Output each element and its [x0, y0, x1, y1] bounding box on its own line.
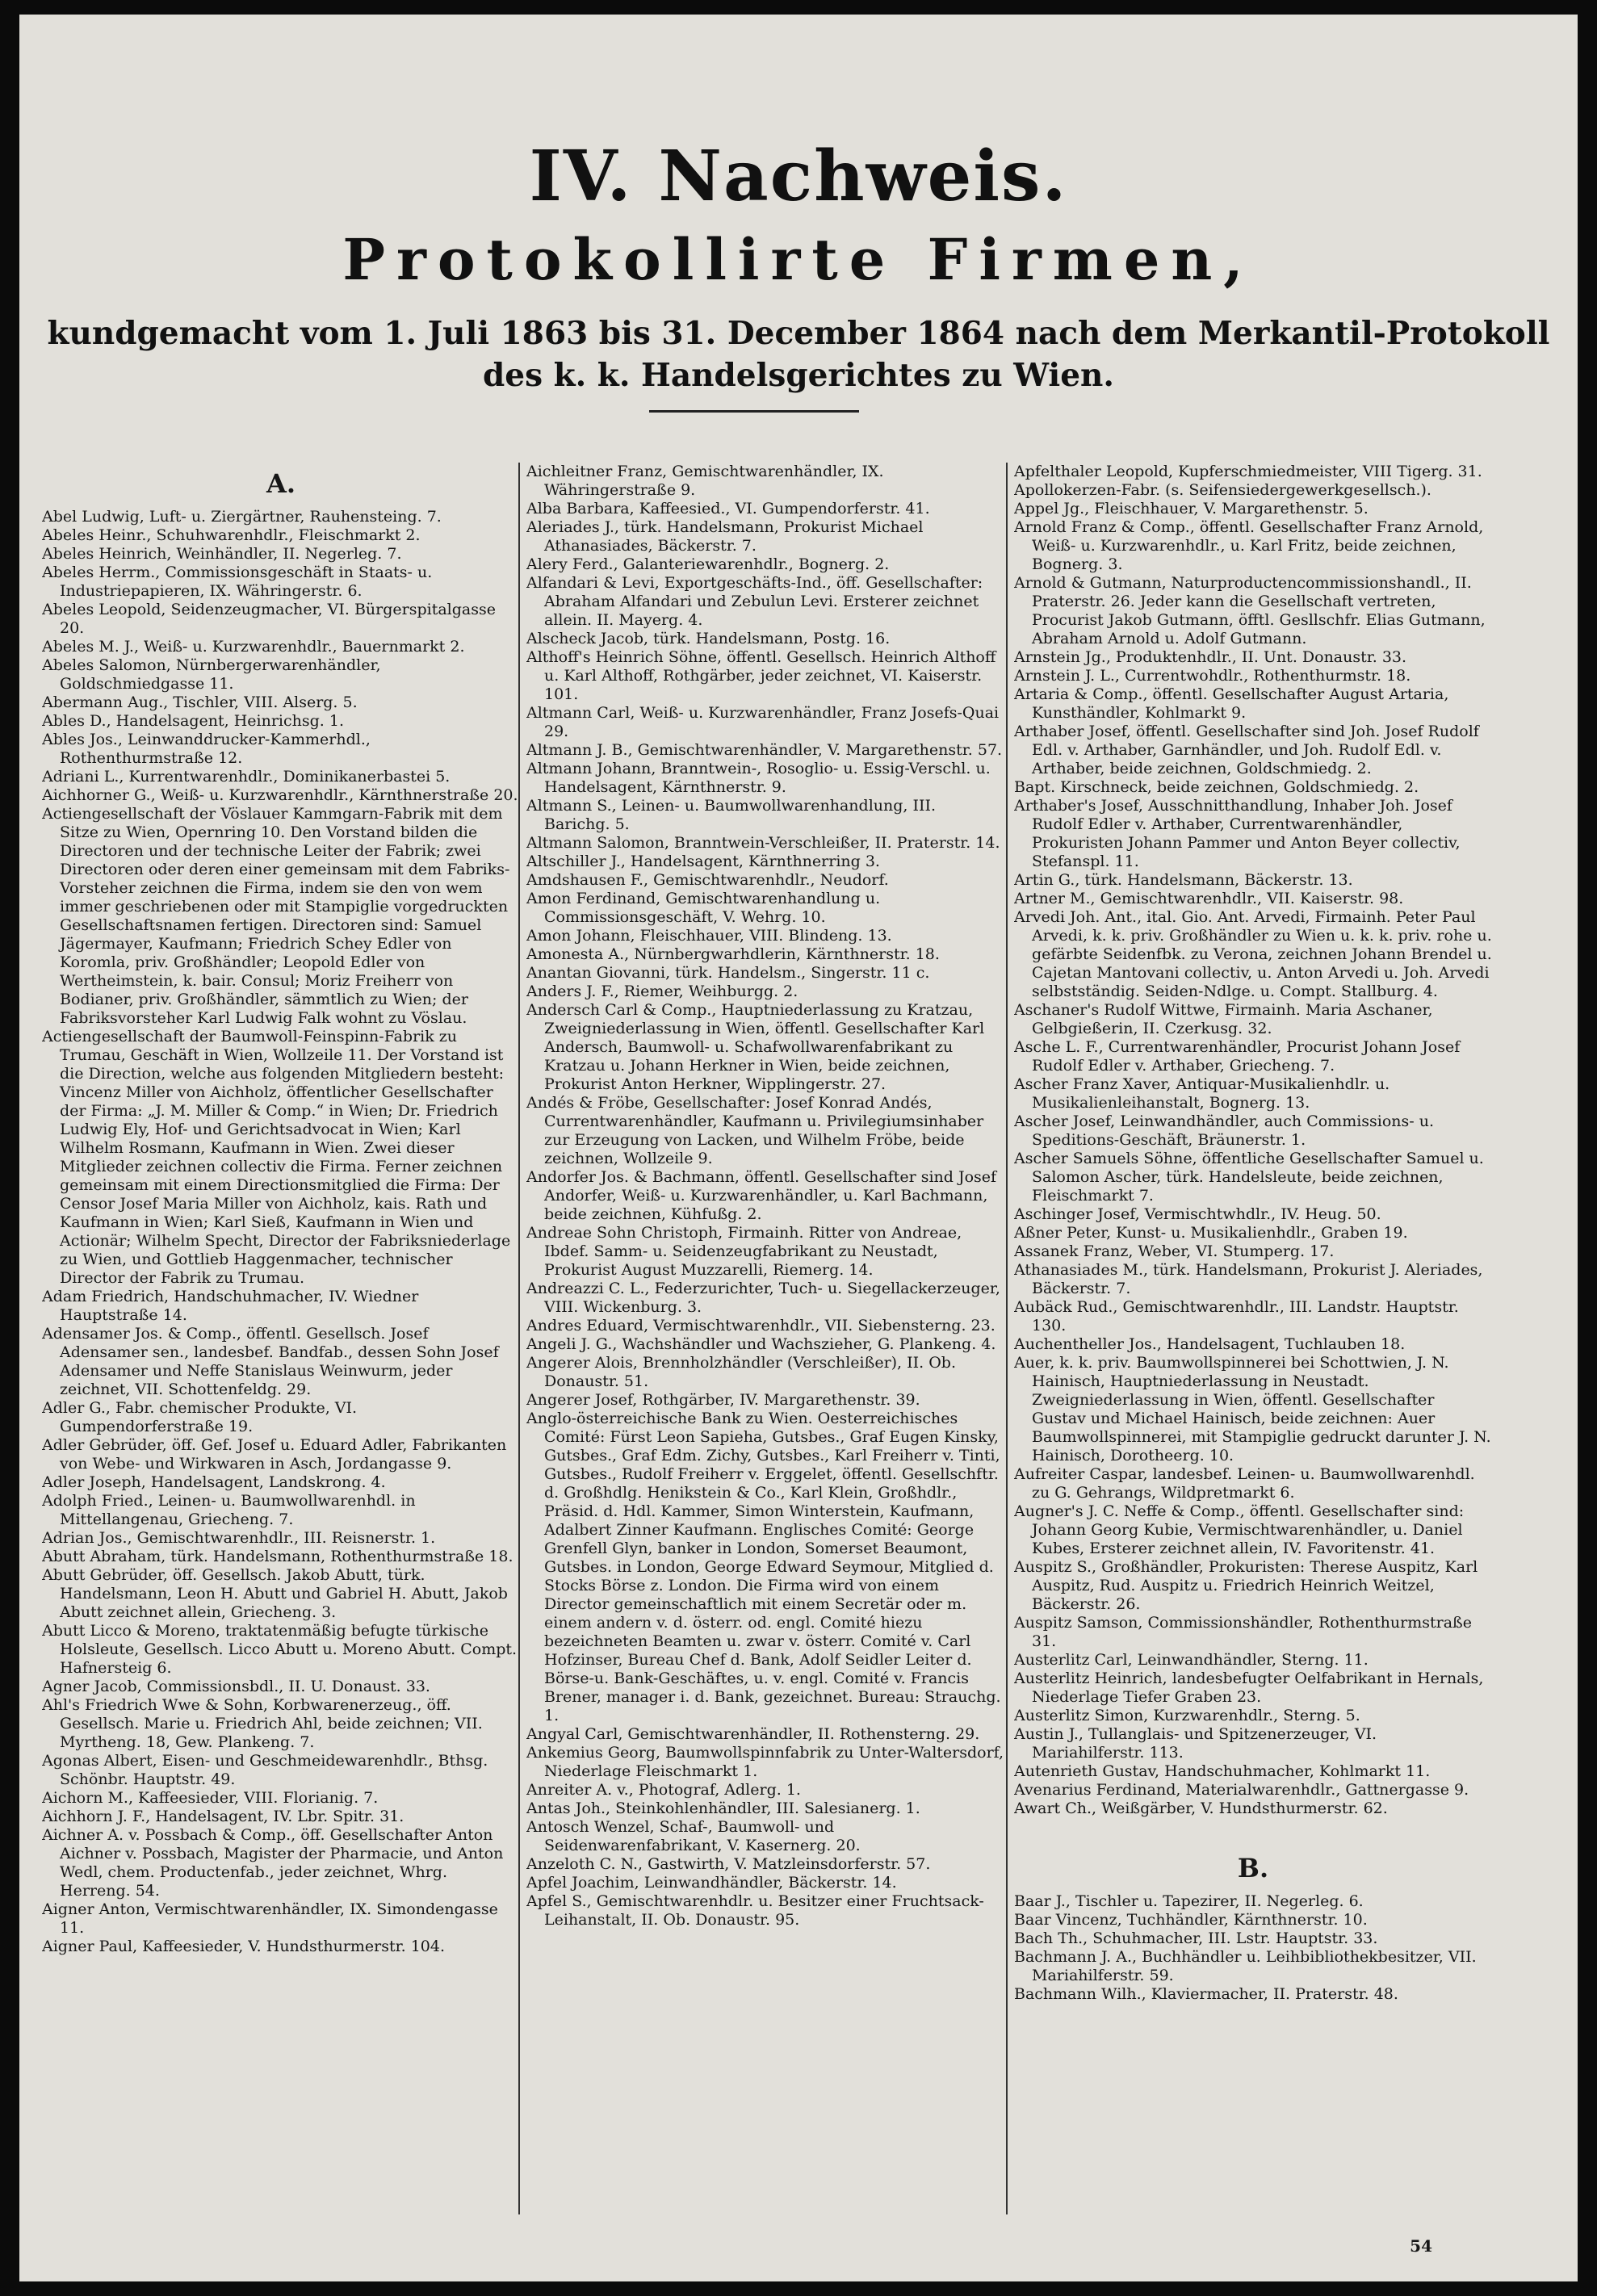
firm-entry: Aichhorn J. F., Handelsagent, IV. Lbr. Spitr. 31. [42, 1808, 404, 1825]
firm-entry: Abutt Abraham, türk. Handelsmann, Rothenthurmstraße 18. [42, 1548, 513, 1565]
firm-entry: Aigner Anton, Vermischtwarenhändler, IX. Simondengasse 11. [42, 1900, 498, 1937]
firm-entry: Austin J., Tullanglais- und Spitzenerzeuger, VI. Mariahilferstr. 113. [1014, 1725, 1377, 1762]
firm-entry: Athanasiades M., türk. Handelsmann, Prokurist J. Aleriades, Bäckerstr. 7. [1014, 1261, 1483, 1297]
firm-entry: Appel Jg., Fleischhauer, V. Margarethenstr. 5. [1014, 500, 1369, 517]
firm-entry: Adrian Jos., Gemischtwarenhdlr., III. Reisnerstr. 1. [42, 1529, 436, 1547]
firm-entry: Auer, k. k. priv. Baumwollspinnerei bei Schottwien, J. N. Hainisch, Hauptniederlassung in Neustadt. Zweigniederlassung in Wien, öffentl. Gesellschafter Gustav und Michael Hainisch, beide zeichnen: Auer Baumwollspinnerei, mit Stampiglie gedruckt darunter J. N. Hainisch, Dorotheerg. 10. [1014, 1354, 1491, 1464]
firm-entry: Abeles Heinr., Schuhwarenhdlr., Fleischmarkt 2. [42, 526, 421, 544]
firm-entry: Bach Th., Schuhmacher, III. Lstr. Hauptstr. 33. [1014, 1929, 1378, 1947]
firm-entry: Ascher Josef, Leinwandhändler, auch Commissions- u. Speditions-Geschäft, Bräunerstr. 1. [1014, 1112, 1435, 1149]
firm-entry: Aichhorner G., Weiß- u. Kurzwarenhdlr., Kärnthnerstraße 20. [42, 786, 518, 804]
firm-entry: Actiengesellschaft der Baumwoll-Feinspinn-Fabrik zu Trumau, Geschäft in Wien, Wollzeile 11. Der Vorstand ist die Direction, welche aus folgenden Mitgliedern besteht: Vincenz Miller von Aichholz, öffentlicher Gesellschafter der Firma: „J. M. Miller & Comp.“ in Wien; Dr. Friedrich Ludwig Ely, Hof- und Gerichtsadvocat in Wien; Karl Wilhelm Rosmann, Kaufmann in Wien. Zwei dieser Mitglieder zeichnen collectiv die Firma. Ferner zeichnen gemeinsam mit einem Directionsmitglied die Firma: Der Censor Josef Maria Miller von Aichholz, kais. Rath und Kaufmann in Wien; Karl Sieß, Kaufmann in Wien und Actionär; Wilhelm Specht, Director der Fabriksniederlage zu Wien, und Gottlieb Haggenmacher, technischer Director der Fabrik zu Trumau. [42, 1028, 511, 1287]
header-divider [649, 410, 859, 413]
firm-entry: Altmann J. B., Gemischtwarenhändler, V. Margarethenstr. 57. [526, 741, 1003, 759]
firm-entry: Alba Barbara, Kaffeesied., VI. Gumpendorferstr. 41. [526, 500, 930, 517]
firm-entry: Amonesta A., Nürnbergwarhdlerin, Kärnthnerstr. 18. [526, 945, 940, 963]
firm-entry: Awart Ch., Weißgärber, V. Hundsthurmerstr. 62. [1014, 1800, 1388, 1817]
firm-entry: Antosch Wenzel, Schaf-, Baumwoll- und Seidenwarenfabrikant, V. Kasernerg. 20. [526, 1818, 861, 1854]
firm-entry: Angerer Alois, Brennholzhändler (Verschleißer), II. Ob. Donaustr. 51. [526, 1354, 957, 1390]
firm-entry: Andorfer Jos. & Bachmann, öffentl. Gesellschafter sind Josef Andorfer, Weiß- u. Kurzwarenhändler, u. Karl Bachmann, beide zeichnen, Kühfußg. 2. [526, 1168, 997, 1223]
firm-entry: Austerlitz Carl, Leinwandhändler, Sterng. 11. [1014, 1651, 1369, 1669]
firm-entry: Aleriades J., türk. Handelsmann, Prokurist Michael Athanasiades, Bäckerstr. 7. [526, 518, 924, 555]
entry-list-3 [1014, 463, 1492, 1818]
firm-entry: Auchentheller Jos., Handelsagent, Tuchlauben 18. [1014, 1335, 1406, 1353]
firm-entry: Adensamer Jos. & Comp., öffentl. Gesellsch. Josef Adensamer sen., landesbef. Bandfab., dessen Sohn Josef Adensamer und Neffe Stanislaus Weinwurm, jeder zeichnet, VII. Schottenfeldg. 29. [42, 1325, 499, 1398]
firm-entry: Altmann Johann, Branntwein-, Rosoglio- u. Essig-Verschl. u. Handelsagent, Kärnthnerstr. 9. [526, 760, 991, 796]
firm-entry: Aschaner's Rudolf Wittwe, Firmainh. Maria Aschaner, Gelbgießerin, II. Czerkusg. 32. [1014, 1001, 1433, 1037]
column-2 [526, 463, 1004, 2214]
entry-list-3b [1014, 1892, 1492, 2004]
firm-entry: Arnstein Jg., Produktenhdlr., II. Unt. Donaustr. 33. [1014, 648, 1407, 666]
column-divider [518, 463, 520, 2214]
firm-entry: Amon Ferdinand, Gemischtwarenhandlung u. Commissionsgeschäft, V. Wehrg. 10. [526, 890, 881, 926]
firm-entry: Anantan Giovanni, türk. Handelsm., Singerstr. 11 c. [526, 964, 930, 982]
firm-entry: Austerlitz Heinrich, landesbefugter Oelfabrikant in Hernals, Niederlage Tiefer Graben 23. [1014, 1670, 1484, 1706]
firm-entry: Auspitz Samson, Commissionshändler, Rothenthurmstraße 31. [1014, 1614, 1472, 1650]
firm-entry: Abermann Aug., Tischler, VIII. Alserg. 5. [42, 693, 358, 711]
firm-entry: Andersch Carl & Comp., Hauptniederlassung zu Kratzau, Zweigniederlassung in Wien, öffentl. Gesellschafter Karl Andersch, Baumwoll- u. Schafwollwarenfabrikant zu Kratzau u. Johann Herkner in Wien, beide zeichnen, Prokurist Anton Herkner, Wipplingerstr. 27. [526, 1001, 985, 1093]
firm-entry: Abeles Salomon, Nürnbergerwarenhändler, Goldschmiedgasse 11. [42, 656, 381, 693]
firm-entry: Austerlitz Simon, Kurzwarenhdlr., Sterng. 5. [1014, 1707, 1360, 1724]
firm-entry: Bachmann Wilh., Klaviermacher, II. Praterstr. 48. [1014, 1985, 1398, 2003]
firm-entry: Adriani L., Kurrentwarenhdlr., Dominikanerbastei 5. [42, 768, 451, 786]
firm-entry: Abeles M. J., Weiß- u. Kurzwarenhdlr., Bauernmarkt 2. [42, 638, 465, 656]
firm-entry: Arthaber Josef, öffentl. Gesellschafter sind Joh. Josef Rudolf Edl. v. Arthaber, Garnhändler, und Joh. Rudolf Edl. v. Arthaber, beide zeichnen, Goldschmiedg. 2. [1014, 723, 1479, 777]
firm-entry: Arvedi Joh. Ant., ital. Gio. Ant. Arvedi, Firmainh. Peter Paul Arvedi, k. k. priv. Großhändler zu Wien u. k. k. priv. rohe u. gefärbte Seidenfbk. zu Verona, zeichnen Johann Brendel u. Cajetan Mantovani collectiv, u. Anton Arvedi u. Joh. Arvedi selbstständig. Seiden-Ndlge. u. Compt. Stallburg. 4. [1014, 908, 1492, 1000]
firm-entry: Abutt Gebrüder, öff. Gesellsch. Jakob Abutt, türk. Handelsmann, Leon H. Abutt und Gabriel H. Abutt, Jakob Abutt zeichnet allein, Griecheng. 3. [42, 1566, 508, 1621]
firm-entry: Anreiter A. v., Photograf, Adlerg. 1. [526, 1781, 801, 1799]
firm-entry: Andreae Sohn Christoph, Firmainh. Ritter von Andreae, Ibdef. Samm- u. Seidenzeugfabrikant zu Neustadt, Prokurist August Muzzarelli, Riemerg. 14. [526, 1224, 962, 1279]
firm-entry: Andres Eduard, Vermischtwarenhdlr., VII. Siebensterng. 23. [526, 1317, 996, 1334]
firm-entry: Aschinger Josef, Vermischtwhdlr., IV. Heug. 50. [1014, 1205, 1381, 1223]
entry-list-2 [526, 463, 1004, 1929]
firm-entry: Altschiller J., Handelsagent, Kärnthnerring 3. [526, 853, 880, 870]
page-subtitle: Protokollirte Firmen, [342, 226, 1255, 293]
firm-entry: Ables Jos., Leinwanddrucker-Kammerhdl., Rothenthurmstraße 12. [42, 731, 371, 767]
firm-entry: Angyal Carl, Gemischtwarenhändler, II. Rothensterng. 29. [526, 1725, 980, 1743]
page-number: 54 [1410, 2236, 1432, 2256]
intro-line-1: kundgemacht vom 1. Juli 1863 bis 31. December 1864 nach dem Merkantil-Protokoll [47, 315, 1550, 352]
firm-entry: Adler Gebrüder, öff. Gef. Josef u. Eduard Adler, Fabrikanten von Webe- und Wirkwaren in Asch, Jordangasse 9. [42, 1436, 507, 1473]
firm-entry: Agner Jacob, Commissionsbdl., II. U. Donaust. 33. [42, 1678, 430, 1695]
firm-entry: Augner's J. C. Neffe & Comp., öffentl. Gesellschafter sind: Johann Georg Kubie, Vermischtwarenhändler, u. Daniel Kubes, Ersterer zeichnet allein, IV. Favoritenstr. 41. [1014, 1502, 1465, 1557]
firm-entry: Aigner Paul, Kaffeesieder, V. Hundsthurmerstr. 104. [42, 1938, 446, 1955]
firm-entry: Apfel Joachim, Leinwandhändler, Bäckerstr. 14. [526, 1874, 897, 1892]
firm-entry: Apfelthaler Leopold, Kupferschmiedmeister, VIII Tigerg. 31. [1014, 463, 1482, 480]
firm-entry: Andés & Fröbe, Gesellschafter: Josef Konrad Andés, Currentwarenhändler, Kaufmann u. Privilegiumsinhaber zur Erzeugung von Lacken, und Wilhelm Fröbe, beide zeichnen, Wollzeile 9. [526, 1094, 984, 1167]
firm-entry: Angeli J. G., Wachshändler und Wachszieher, G. Plankeng. 4. [526, 1335, 996, 1353]
firm-entry: Ankemius Georg, Baumwollspinnfabrik zu Unter-Waltersdorf, Niederlage Fleischmarkt 1. [526, 1744, 1004, 1780]
firm-entry: Bachmann J. A., Buchhändler u. Leihbibliothekbesitzer, VII. Mariahilferstr. 59. [1014, 1948, 1477, 1984]
firm-entry: Ahl's Friedrich Wwe & Sohn, Korbwarenerzeug., öff. Gesellsch. Marie u. Friedrich Ahl, beide zeichnen; VII. Myrtheng. 18, Gew. Plankeng. 7. [42, 1696, 483, 1751]
firm-entry: Amon Johann, Fleischhauer, VIII. Blindeng. 13. [526, 927, 892, 945]
firm-entry: Bapt. Kirschneck, beide zeichnen, Goldschmiedg. 2. [1014, 778, 1419, 796]
firm-entry: Abutt Licco & Moreno, traktatenmäßig befugte türkische Holsleute, Gesellsch. Licco Abutt u. Moreno Abutt. Compt. Hafnersteig 6. [42, 1622, 518, 1677]
firm-entry: Adler G., Fabr. chemischer Produkte, VI. Gumpendorferstraße 19. [42, 1399, 358, 1435]
entry-list-1 [42, 508, 520, 1956]
firm-entry: Aichorn M., Kaffeesieder, VIII. Florianig. 7. [42, 1789, 379, 1807]
column-divider [1006, 463, 1008, 2214]
firm-entry: Amdshausen F., Gemischtwarenhdlr., Neudorf. [526, 871, 889, 889]
firm-entry: Althoff's Heinrich Söhne, öffentl. Gesellsch. Heinrich Althoff u. Karl Althoff, Rothgärber, jeder zeichnet, VI. Kaiserstr. 101. [526, 648, 996, 703]
column-1 [42, 463, 520, 2214]
intro-line-2: des k. k. Handelsgerichtes zu Wien. [483, 357, 1114, 394]
firm-entry: Arnold & Gutmann, Naturproductencommissionshandl., II. Praterstr. 26. Jeder kann die Gesellschaft vertreten, Procurist Jakob Gutmann, öfftl. Gesllschfr. Elias Gutmann, Abraham Arnold u. Adolf Gutmann. [1014, 574, 1486, 647]
section-letter-b: B. [1237, 1853, 1269, 1883]
firm-entry: Artaria & Comp., öffentl. Gesellschafter August Artaria, Kunsthändler, Kohlmarkt 9. [1014, 685, 1449, 722]
firm-entry: Altmann S., Leinen- u. Baumwollwarenhandlung, III. Barichg. 5. [526, 797, 937, 833]
firm-entry: Altmann Salomon, Branntwein-Verschleißer, II. Praterstr. 14. [526, 834, 1000, 852]
firm-entry: Arnold Franz & Comp., öffentl. Gesellschafter Franz Arnold, Weiß- u. Kurzwarenhdlr., u. Karl Fritz, beide zeichnen, Bognerg. 3. [1014, 518, 1484, 573]
firm-entry: Abeles Heinrich, Weinhändler, II. Negerleg. 7. [42, 545, 402, 563]
firm-entry: Aichleitner Franz, Gemischtwarenhändler, IX. Währingerstraße 9. [526, 463, 884, 499]
firm-entry: Ascher Franz Xaver, Antiquar-Musikalienhdlr. u. Musikalienleihanstalt, Bognerg. 13. [1014, 1075, 1390, 1112]
firm-entry: Agonas Albert, Eisen- und Geschmeidewarenhdlr., Bthsg. Schönbr. Hauptstr. 49. [42, 1752, 488, 1788]
firm-entry: Artin G., türk. Handelsmann, Bäckerstr. 13. [1014, 871, 1353, 889]
firm-entry: Ascher Samuels Söhne, öffentliche Gesellschafter Samuel u. Salomon Ascher, türk. Handelsleute, beide zeichnen, Fleischmarkt 7. [1014, 1150, 1484, 1205]
document-page [19, 15, 1578, 2281]
firm-entry: Apollokerzen-Fabr. (s. Seifensiedergewerkgesellsch.). [1014, 481, 1431, 499]
firm-entry: Alfandari & Levi, Exportgeschäfts-Ind., öff. Gesellschafter: Abraham Alfandari und Zebulun Levi. Ersterer zeichnet allein. II. Mayerg. 4. [526, 574, 983, 629]
firm-entry: Baar J., Tischler u. Tapezirer, II. Negerleg. 6. [1014, 1892, 1364, 1910]
firm-entry: Abel Ludwig, Luft- u. Ziergärtner, Rauhensteing. 7. [42, 508, 442, 526]
firm-entry: Abeles Herrm., Commissionsgeschäft in Staats- u. Industriepapieren, IX. Währingerstr. 6. [42, 564, 433, 600]
firm-entry: Alery Ferd., Galanteriewarenhdlr., Bognerg. 2. [526, 555, 890, 573]
page-title: IV. Nachweis. [529, 136, 1068, 217]
firm-entry: Apfel S., Gemischtwarenhdlr. u. Besitzer einer Fruchtsack-Leihanstalt, II. Ob. Donaustr. 95. [526, 1892, 984, 1929]
firm-entry: Adler Joseph, Handelsagent, Landskrong. 4. [42, 1473, 386, 1491]
firm-entry: Andreazzi C. L., Federzurichter, Tuch- u. Siegellackerzeuger, VIII. Wickenburg. 3. [526, 1280, 1000, 1316]
firm-entry: Auspitz S., Großhändler, Prokuristen: Therese Auspitz, Karl Auspitz, Rud. Auspitz u. Friedrich Heinrich Weitzel, Bäckerstr. 26. [1014, 1558, 1478, 1613]
firm-entry: Adolph Fried., Leinen- u. Baumwollwarenhdl. in Mittellangenau, Griecheng. 7. [42, 1492, 416, 1528]
firm-entry: Asche L. F., Currentwarenhändler, Procurist Johann Josef Rudolf Edler v. Arthaber, Griecheng. 7. [1014, 1038, 1461, 1075]
firm-entry: Autenrieth Gustav, Handschuhmacher, Kohlmarkt 11. [1014, 1762, 1431, 1780]
section-letter-a: A. [266, 468, 296, 499]
firm-entry: Actiengesellschaft der Vöslauer Kammgarn-Fabrik mit dem Sitze zu Wien, Opernring 10. Den Vorstand bilden die Directoren und der technische Leiter der Fabrik; zwei Directoren oder deren einer gemeinsam mit dem Fabriks-Vorsteher zeichnen die Firma, indem sie den von wem immer geschriebenen oder mit Stampiglie vorgedruckten Gesellschaftsnamen fertigen. Directoren sind: Samuel Jägermayer, Kaufmann; Friedrich Schey Edler von Koromla, priv. Großhändler; Leopold Edler von Wertheimstein, k. bair. Consul; Moriz Freiherr von Bodianer, priv. Großhändler, sämmtlich zu Wien; der Fabriksvorsteher Karl Ludwig Falk wohnt zu Vöslau. [42, 805, 510, 1027]
firm-entry: Ables D., Handelsagent, Heinrichsg. 1. [42, 712, 345, 730]
firm-entry: Antas Joh., Steinkohlenhändler, III. Salesianerg. 1. [526, 1800, 920, 1817]
firm-entry: Altmann Carl, Weiß- u. Kurzwarenhändler, Franz Josefs-Quai 29. [526, 704, 1000, 740]
firm-entry: Abeles Leopold, Seidenzeugmacher, VI. Bürgerspitalgasse 20. [42, 601, 496, 637]
firm-entry: Arnstein J. L., Currentwohdlr., Rothenthurmstr. 18. [1014, 667, 1411, 685]
firm-entry: Anders J. F., Riemer, Weihburgg. 2. [526, 983, 798, 1000]
firm-entry: Alscheck Jacob, türk. Handelsmann, Postg. 16. [526, 630, 891, 647]
firm-entry: Aubäck Rud., Gemischtwarenhdlr., III. Landstr. Hauptstr. 130. [1014, 1298, 1459, 1334]
firm-entry: Baar Vincenz, Tuchhändler, Kärnthnerstr. 10. [1014, 1911, 1368, 1929]
firm-entry: Aichner A. v. Possbach & Comp., öff. Gesellschafter Anton Aichner v. Possbach, Magister der Pharmacie, und Anton Wedl, chem. Productenfab., jeder zeichnet, Whrg. Herreng. 54. [42, 1826, 504, 1900]
firm-entry: Anglo-österreichische Bank zu Wien. Oesterreichisches Comité: Fürst Leon Sapieha, Gutsbes., Graf Eugen Kinsky, Gutsbes., Graf Edm. Zichy, Gutsbes., Karl Freiherr v. Tinti, Gutsbes., Rudolf Freiherr v. Erggelet, öffentl. Gesellschftr. d. Großhdlg. Henikstein & Co., Karl Klein, Großhdlr., Präsid. d. Hdl. Kammer, Simon Winterstein, Kaufmann, Adalbert Zinner Kaufmann. Englisches Comité: George Grenfell Glyn, banker in London, Somerset Beaumont, Gutsbes. in London, George Edward Seymour, Mitglied d. Stocks Börse z. London. Die Firma wird von einem Director gemeinschaftlich mit einem Secretär oder m. einem andern v. d. österr. od. engl. Comité hiezu bezeichneten Beamten u. zwar v. österr. Comité v. Carl Hofzinser, Bureau Chef d. Bank, Adolf Seidler Leiter d. Börse-u. Bank-Geschäftes, u. v. engl. Comité v. Francis Brener, manager i. d. Bank, gezeichnet. Bureau: Strauchg. 1. [526, 1410, 1001, 1724]
firm-entry: Avenarius Ferdinand, Materialwarenhdlr., Gattnergasse 9. [1014, 1781, 1469, 1799]
firm-entry: Arthaber's Josef, Ausschnitthandlung, Inhaber Joh. Josef Rudolf Edler v. Arthaber, Currentwarenhändler, Prokuristen Johann Pammer und Anton Beyer collectiv, Stefanspl. 11. [1014, 797, 1461, 870]
firm-entry: Aufreiter Caspar, landesbef. Leinen- u. Baumwollwarenhdl. zu G. Gehrangs, Wildpretmarkt 6. [1014, 1465, 1475, 1502]
firm-entry: Adam Friedrich, Handschuhmacher, IV. Wiedner Hauptstraße 14. [42, 1288, 419, 1324]
firm-entry: Aßner Peter, Kunst- u. Musikalienhdlr., Graben 19. [1014, 1224, 1408, 1242]
firm-entry: Anzeloth C. N., Gastwirth, V. Matzleinsdorferstr. 57. [526, 1855, 931, 1873]
firm-entry: Angerer Josef, Rothgärber, IV. Margarethenstr. 39. [526, 1391, 920, 1409]
firm-entry: Assanek Franz, Weber, VI. Stumperg. 17. [1014, 1242, 1335, 1260]
firm-entry: Artner M., Gemischtwarenhdlr., VII. Kaiserstr. 98. [1014, 890, 1404, 907]
column-3 [1014, 463, 1492, 2214]
